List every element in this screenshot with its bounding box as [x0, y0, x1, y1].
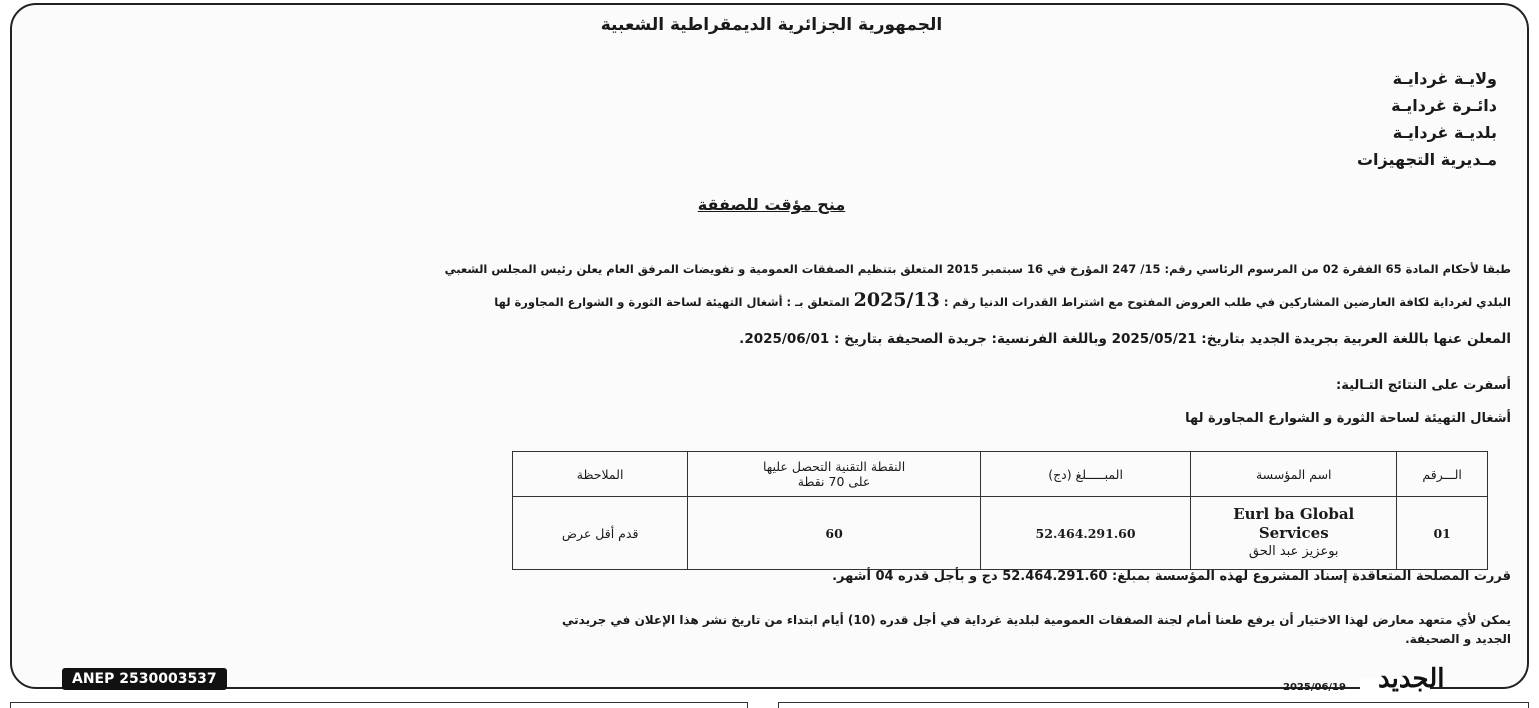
- header-number: الـــرقم: [1397, 452, 1488, 497]
- header-company: اسم المؤسسة: [1191, 452, 1397, 497]
- intro-line2-start: البلدي لغرداية لكافة العارضين المشاركين في طلب العروض المفتوح مع اشتراط القدرات الدنيا رقم :: [943, 295, 1511, 309]
- row-technical-score: 60: [688, 497, 981, 570]
- next-notice-right-edge: [778, 702, 1529, 708]
- notice-frame: [10, 3, 1529, 689]
- administration-block: [1357, 65, 1497, 173]
- header-technical-score: [688, 452, 981, 497]
- publication-date: 2025/06/19: [1283, 682, 1346, 693]
- row-amount: 52.464.291.60: [980, 497, 1190, 570]
- document-title: منح مؤقت للصفقة: [697, 195, 846, 214]
- intro-line2-end: المتعلق بـ : أشغال التهيئة لساحة الثورة و الشوارع المجاورة لها: [494, 295, 850, 309]
- award-decision: قررت المصلحة المتعاقدة إسناد المشروع لهذه المؤسسة بمبلغ: 52.464.291.60 دج و بأجل قدره 04 أشهر.: [832, 569, 1511, 584]
- row-note: قدم أقل عرض: [513, 497, 688, 570]
- header-note: الملاحظة: [513, 452, 688, 497]
- results-table: [512, 451, 1488, 570]
- country-header: الجمهورية الجزائرية الديمقراطية الشعبية: [600, 15, 943, 35]
- admin-line-directorate: مـديرية التجهيزات: [1356, 150, 1497, 169]
- results-intro: أسفرت على النتائج التـالية:: [1336, 378, 1511, 393]
- newspaper-logo: الجديد: [1378, 664, 1445, 694]
- company-manager: بوعزيز عبد الحق: [1248, 544, 1339, 559]
- intro-paragraph-line2: [494, 289, 1511, 311]
- admin-line-daira: دائـرة غردايـة: [1391, 96, 1497, 115]
- tender-reference: 2025/13: [853, 289, 940, 311]
- intro-paragraph-line1: طبقا لأحكام المادة 65 الفقرة 02 من المرسوم الرئاسي رقم: 15/ 247 المؤرخ في 16 سبتمبر 2015 المتعلق بتنظيم الصفقات العمومية و تفويضات المرفق العام يعلن رئيس المجلس الشعبي: [444, 262, 1511, 276]
- next-notice-left-edge: [10, 702, 748, 708]
- appeal-paragraph-line1: يمكن لأي متعهد معارض لهذا الاختيار أن يرفع طعنا أمام لجنة الصفقات العمومية لبلدية غرداية في أجل قدره (10) أيام ابتداء من تاريخ نشر هذا الإعلان في جريدتي: [562, 613, 1511, 627]
- appeal-paragraph-line2: الجديد و الصحيفة.: [1405, 632, 1511, 646]
- publication-paragraph: المعلن عنها باللغة العربية بجريدة الجديد بتاريخ: 2025/05/21 وباللغة الفرنسية: جريدة الصحيفة بتاريخ : 2025/06/01.: [739, 331, 1511, 347]
- company-name-line1: Eurl ba Global: [1233, 505, 1355, 523]
- header-score-line2: على 70 نقطة: [797, 474, 871, 489]
- table-header-row: [513, 452, 1488, 497]
- header-score-line1: النقطة التقنية التحصل عليها: [762, 459, 906, 474]
- header-amount: المبـــــلغ (دج): [980, 452, 1190, 497]
- anep-reference-badge: ANEP 2530003537: [62, 668, 227, 690]
- row-company: [1191, 497, 1397, 570]
- row-number: 01: [1397, 497, 1488, 570]
- company-name-line2: Services: [1258, 524, 1329, 542]
- admin-line-commune: بلديـة غردايـة: [1392, 123, 1497, 142]
- table-row: [513, 497, 1488, 570]
- admin-line-wilaya: ولايـة غردايـة: [1392, 69, 1497, 88]
- project-name: أشغال التهيئة لساحة الثورة و الشوارع المجاورة لها: [1185, 411, 1511, 426]
